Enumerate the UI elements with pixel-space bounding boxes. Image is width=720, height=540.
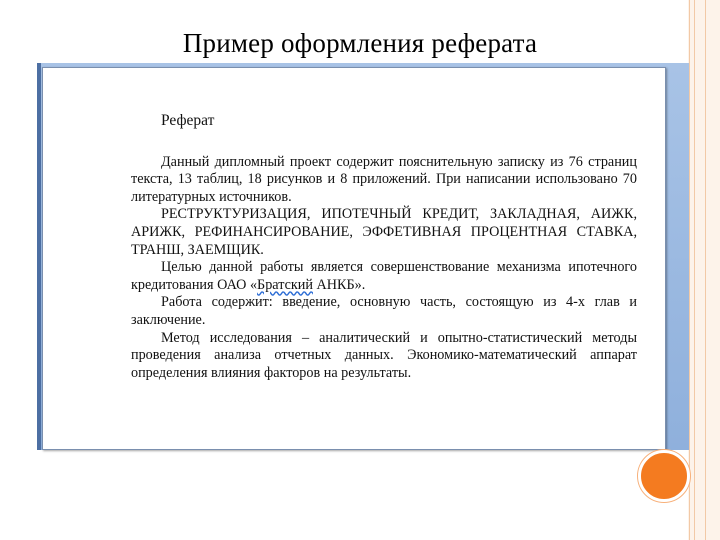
paragraph-goal-text-end: АНКБ». xyxy=(312,276,366,293)
paragraph-structure: Работа содержит: введение, основную часть, состоящую из 4-х глав и заключение. xyxy=(131,294,637,328)
document-heading: Реферат xyxy=(161,112,215,129)
paragraph-summary: Данный дипломный проект содержит пояснительную записку из 76 страниц текста, 13 таблиц, 18 рисунков и 8 приложений. При написании использовано 70 литературных источников. xyxy=(131,153,637,205)
paragraph-goal xyxy=(131,259,637,294)
document-body xyxy=(131,112,637,382)
spellcheck-underlined-word: Братский xyxy=(257,276,313,293)
paragraph-method: Метод исследования – аналитический и опытно-статистический методы проведения анализа отчетных данных. Экономико-математический аппарат определения влияния факторов на результаты. xyxy=(131,329,637,381)
frame-line xyxy=(694,0,695,540)
slide-frame-right xyxy=(688,0,720,540)
frame-line xyxy=(689,0,690,540)
document-page xyxy=(42,67,666,450)
frame-line xyxy=(705,0,706,540)
paragraph-goal-text-start: Целью данной работы является совершенствование механизма ипотечного кредитования ОАО « xyxy=(131,259,637,293)
paragraph-keywords: РЕСТРУКТУРИЗАЦИЯ, ИПОТЕЧНЫЙ КРЕДИТ, ЗАКЛАДНАЯ, АИЖК, АРИЖК, РЕФИНАНСИРОВАНИЕ, ЭФФЕТИВНАЯ ПРОЦЕНТНАЯ СТАВКА, ТРАНШ, ЗАЕМЩИК. xyxy=(131,206,637,258)
slide-title: Пример оформления реферата xyxy=(182,28,538,58)
decorative-orange-circle xyxy=(638,450,690,502)
document-screenshot-edge xyxy=(37,63,41,450)
